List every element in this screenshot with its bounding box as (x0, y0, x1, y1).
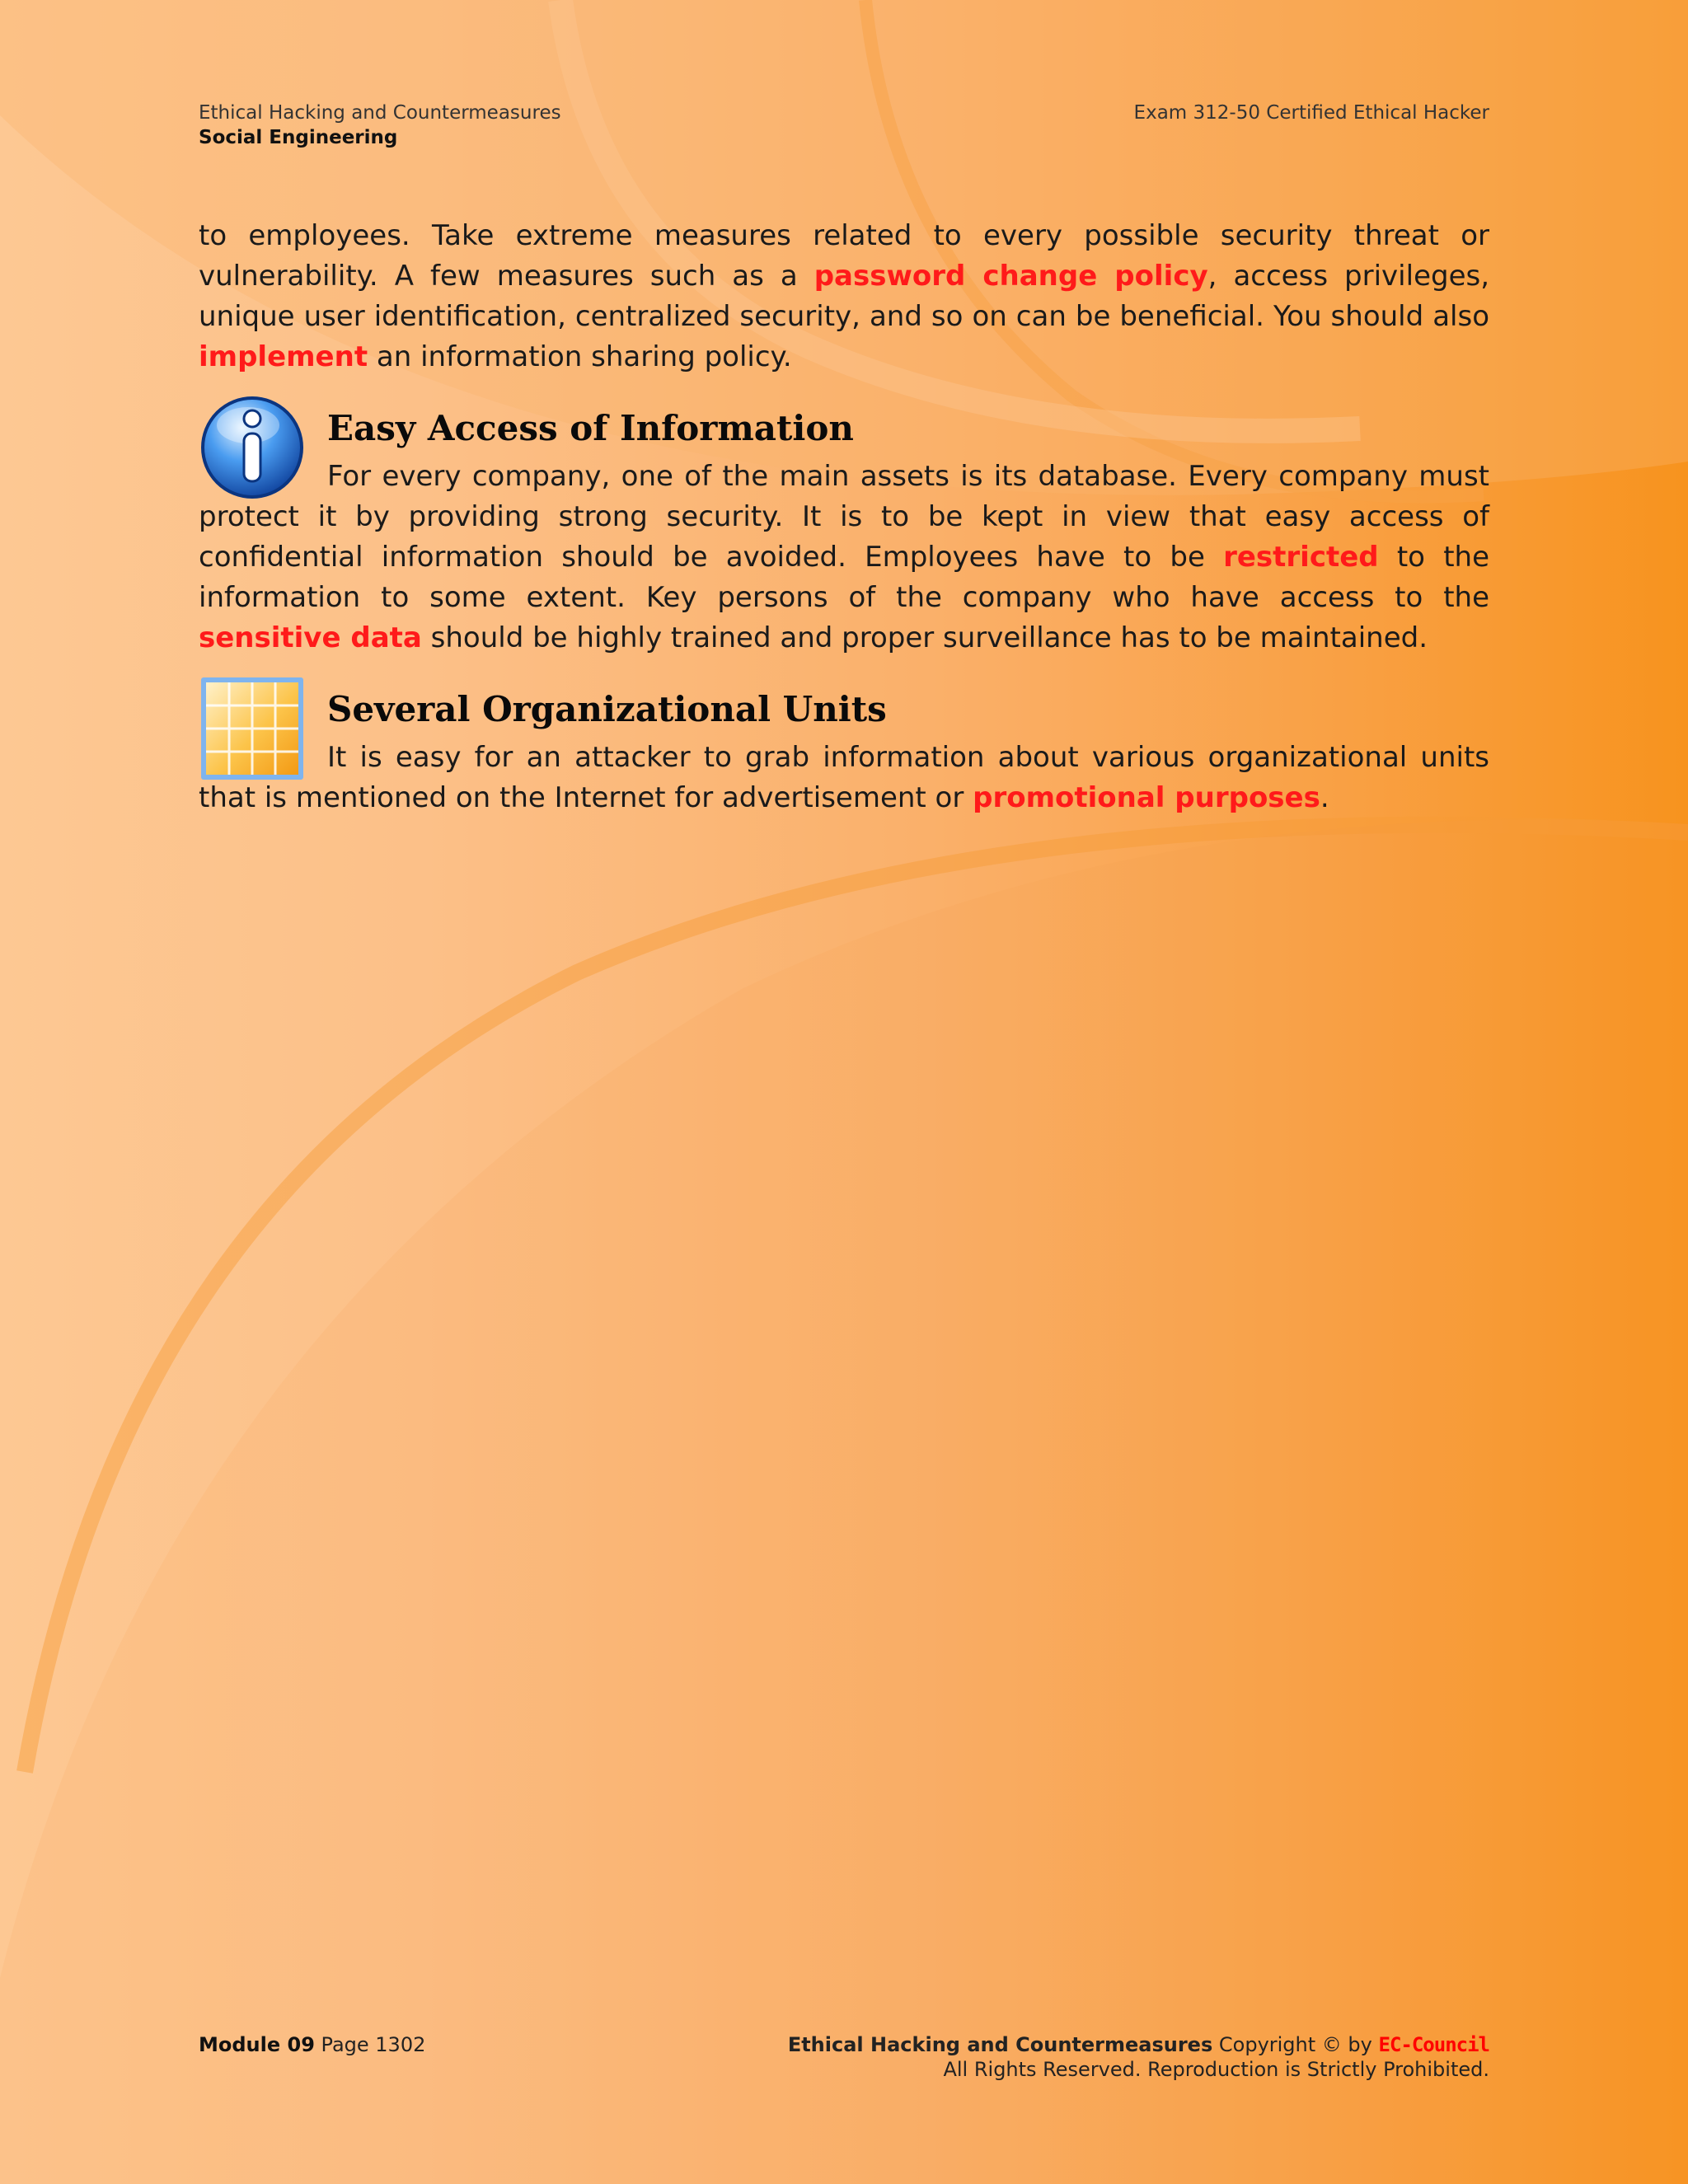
text-run: an information sharing policy. (368, 340, 792, 373)
intro-paragraph (199, 216, 1489, 377)
page-footer-right (788, 2032, 1489, 2082)
highlight-promotional-purposes: promotional purposes (973, 781, 1320, 814)
exam-title: Exam 312-50 Certified Ethical Hacker (1133, 102, 1489, 124)
section-easy-access (199, 394, 1489, 658)
main-content (199, 216, 1489, 818)
highlight-password-change-policy: password change policy (814, 260, 1208, 293)
section-title: Several Organizational Units (327, 689, 887, 729)
text-run: It is easy for an attacker to grab information about various organizational units that is mentioned on the Internet for advertisement or (199, 741, 1489, 814)
page-footer-left (199, 2032, 425, 2057)
text-run: , access privileges, unique user identification, centralized security, and so on can be beneficial. You should also (199, 260, 1490, 333)
section-paragraph (199, 457, 1489, 658)
highlight-implement: implement (199, 340, 368, 373)
text-run: should be highly trained and proper surveillance has to be maintained. (421, 621, 1428, 654)
highlight-sensitive-data: sensitive data (199, 621, 422, 654)
section-title: Easy Access of Information (327, 408, 854, 448)
page-header-right (1134, 101, 1489, 125)
info-icon (199, 394, 306, 501)
copyright-text: Copyright © by (1218, 2033, 1372, 2056)
page-number: Page 1302 (321, 2033, 426, 2056)
module-label: Module 09 (199, 2033, 315, 2056)
grid-icon (199, 675, 306, 782)
text-run: For every company, one of the main assets is its database. Every company must protect it by providing strong security. It is to be kept in view that easy access of confidential information should be avoided. Employees have to be (199, 460, 1489, 574)
text-run: to employees. Take extreme measures related to every possible security threat or vulnerability. A few measures such as a (199, 219, 1489, 293)
chapter-title: Social Engineering (199, 127, 398, 148)
copyright-line (788, 2032, 1489, 2057)
ec-council-logo: EC-Council (1378, 2033, 1489, 2056)
highlight-restricted: restricted (1223, 541, 1379, 574)
text-run: . (1320, 781, 1329, 814)
section-organizational-units (199, 675, 1489, 818)
copyright-title: Ethical Hacking and Countermeasures (787, 2033, 1213, 2056)
text-run: to the information to some extent. Key persons of the company who have access to the (199, 541, 1489, 614)
section-paragraph (199, 738, 1489, 818)
rights-line: All Rights Reserved. Reproduction is Strictly Prohibited. (943, 2058, 1489, 2081)
book-title: Ethical Hacking and Countermeasures (199, 102, 561, 124)
page-header-left (199, 101, 561, 150)
